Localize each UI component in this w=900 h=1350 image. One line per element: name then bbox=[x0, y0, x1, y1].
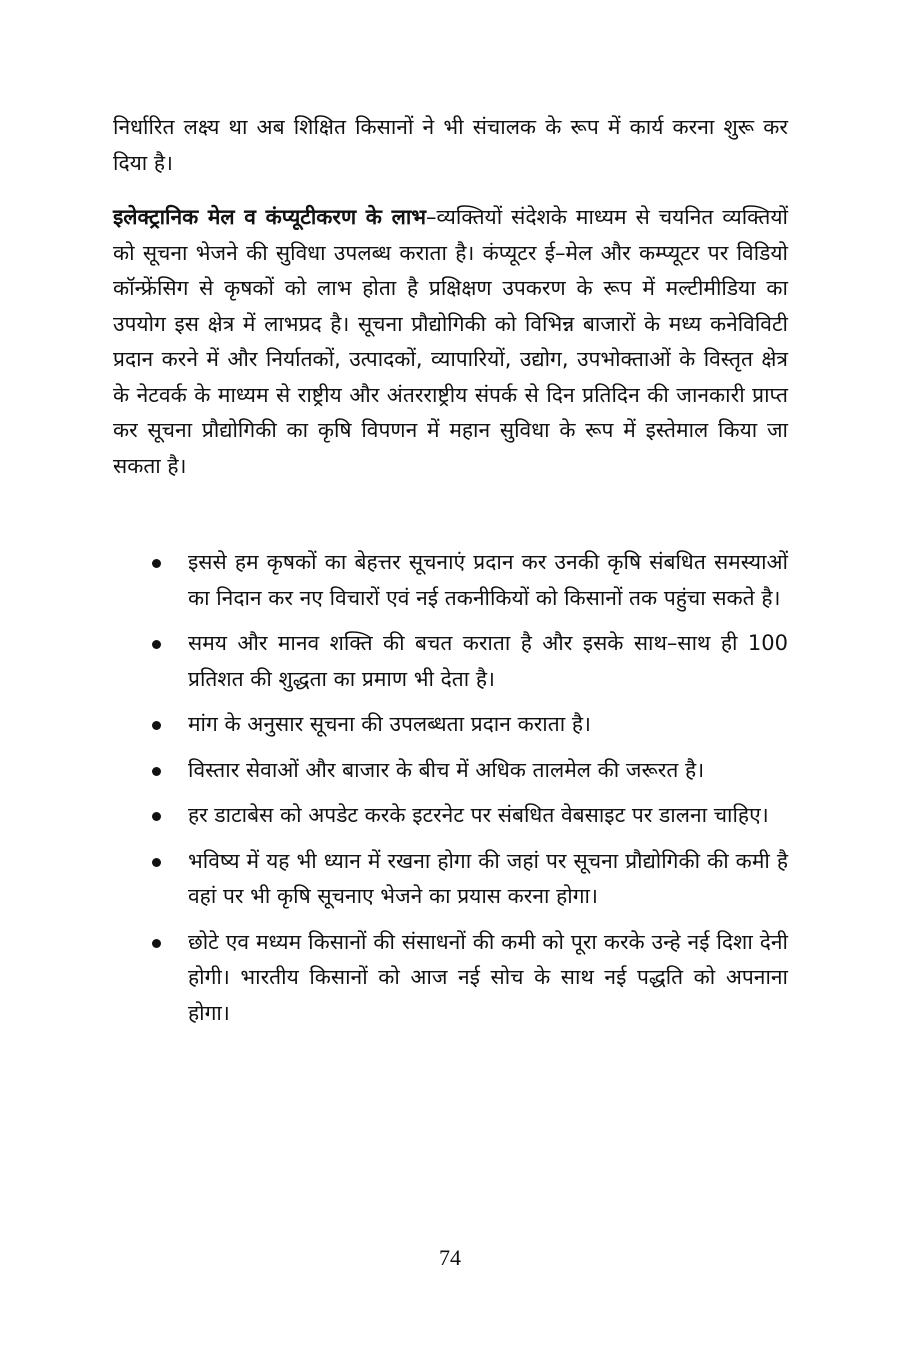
section-heading: इलेक्ट्रानिक मेल व कंप्यूटीकरण के लाभ bbox=[113, 205, 427, 229]
bullet-item bbox=[148, 925, 788, 1032]
bullet-item bbox=[148, 844, 788, 915]
bullet-icon bbox=[152, 559, 161, 568]
bullet-icon bbox=[152, 812, 161, 821]
bullet-icon bbox=[152, 939, 161, 948]
bullet-item bbox=[148, 626, 788, 697]
bullet-item bbox=[148, 753, 788, 789]
bullet-icon bbox=[152, 721, 161, 730]
bullet-text: विस्तार सेवाओं और बाजार के बीच में अधिक तालमेल की जरूरत है। bbox=[188, 757, 705, 782]
bullet-text: छोटे एव मध्यम किसानों की संसाधनों की कमी को पूरा करके उन्हे नई दिशा देनी होगी। भारतीय किसानों को आज नई सोच के साथ नई पद्धति को अपनाना होगा। bbox=[188, 929, 788, 1025]
bullet-item bbox=[148, 798, 788, 834]
bullet-text: हर डाटाबेस को अपडेट करके इटरनेट पर संबधित वेबसाइट पर डालना चाहिए। bbox=[188, 803, 769, 827]
bullet-text: समय और मानव शक्ति की बचत कराता है और इसके साथ–साथ ही 100 प्रतिशत की शुद्धता का प्रमाण भी देता है। bbox=[188, 631, 788, 691]
bullet-icon bbox=[152, 767, 161, 776]
bullet-text: इससे हम कृषकों का बेहत्तर सूचनाएं प्रदान कर उनकी कृषि संबधित समस्याओं का निदान कर नए विचारों एवं नई तकनीकियों को किसानों तक पहुंचा सकते है। bbox=[188, 550, 788, 610]
paragraph-email-benefits bbox=[113, 200, 788, 484]
bullet-icon bbox=[152, 858, 161, 867]
bullet-item bbox=[148, 545, 788, 616]
bullet-list bbox=[148, 545, 788, 1041]
bullet-item bbox=[148, 707, 788, 743]
bullet-icon bbox=[152, 640, 161, 649]
bullet-text: मांग के अनुसार सूचना की उपलब्धता प्रदान कराता है। bbox=[188, 712, 591, 736]
page-number: 74 bbox=[439, 1245, 461, 1270]
paragraph-intro-text: निर्धारित लक्ष्य था अब शिक्षित किसानों ने भी संचालक के रूप में कार्य करना शुरू कर दिया है। bbox=[113, 115, 788, 175]
bullet-text: भविष्य में यह भी ध्यान में रखना होगा की जहां पर सूचना प्रौद्योगिकी की कमी है वहां पर भी कृषि सूचनाए भेजने का प्रयास करना होगा। bbox=[188, 848, 788, 908]
paragraph-intro bbox=[113, 110, 788, 181]
section-body-text: –व्यक्तियों संदेशके माध्यम से चयनित व्यक्तियों को सूचना भेजने की सुविधा उपलब्ध कराता है। कंप्यूटर ई–मेल और कम्प्यूटर पर विडियो कॉन्फ्रेंसिग से कृषकों को लाभ होता है प्रक्षिक्षण उपकरण के रूप में मल्टीमीडिया का उपयोग इस क्षेत्र में लाभप्रद है। सूचना प्रौद्योगिकी को विभिन्न बाजारों के मध्य कनेविविटी प्रदान करने में और निर्यातकों, उत्पादकों, व्यापारियों, उद्योग, उपभोक्ताओं के विस्तृत क्षेत्र के नेटवर्क के माध्यम से राष्ट्रीय और अंतरराष्ट्रीय संपर्क से दिन प्रतिदिन की जानकारी प्राप्त कर सूचना प्रौद्योगिकी का कृषि विपणन में महान सुविधा के रूप में इस्तेमाल किया जा सकता है। bbox=[113, 205, 788, 478]
